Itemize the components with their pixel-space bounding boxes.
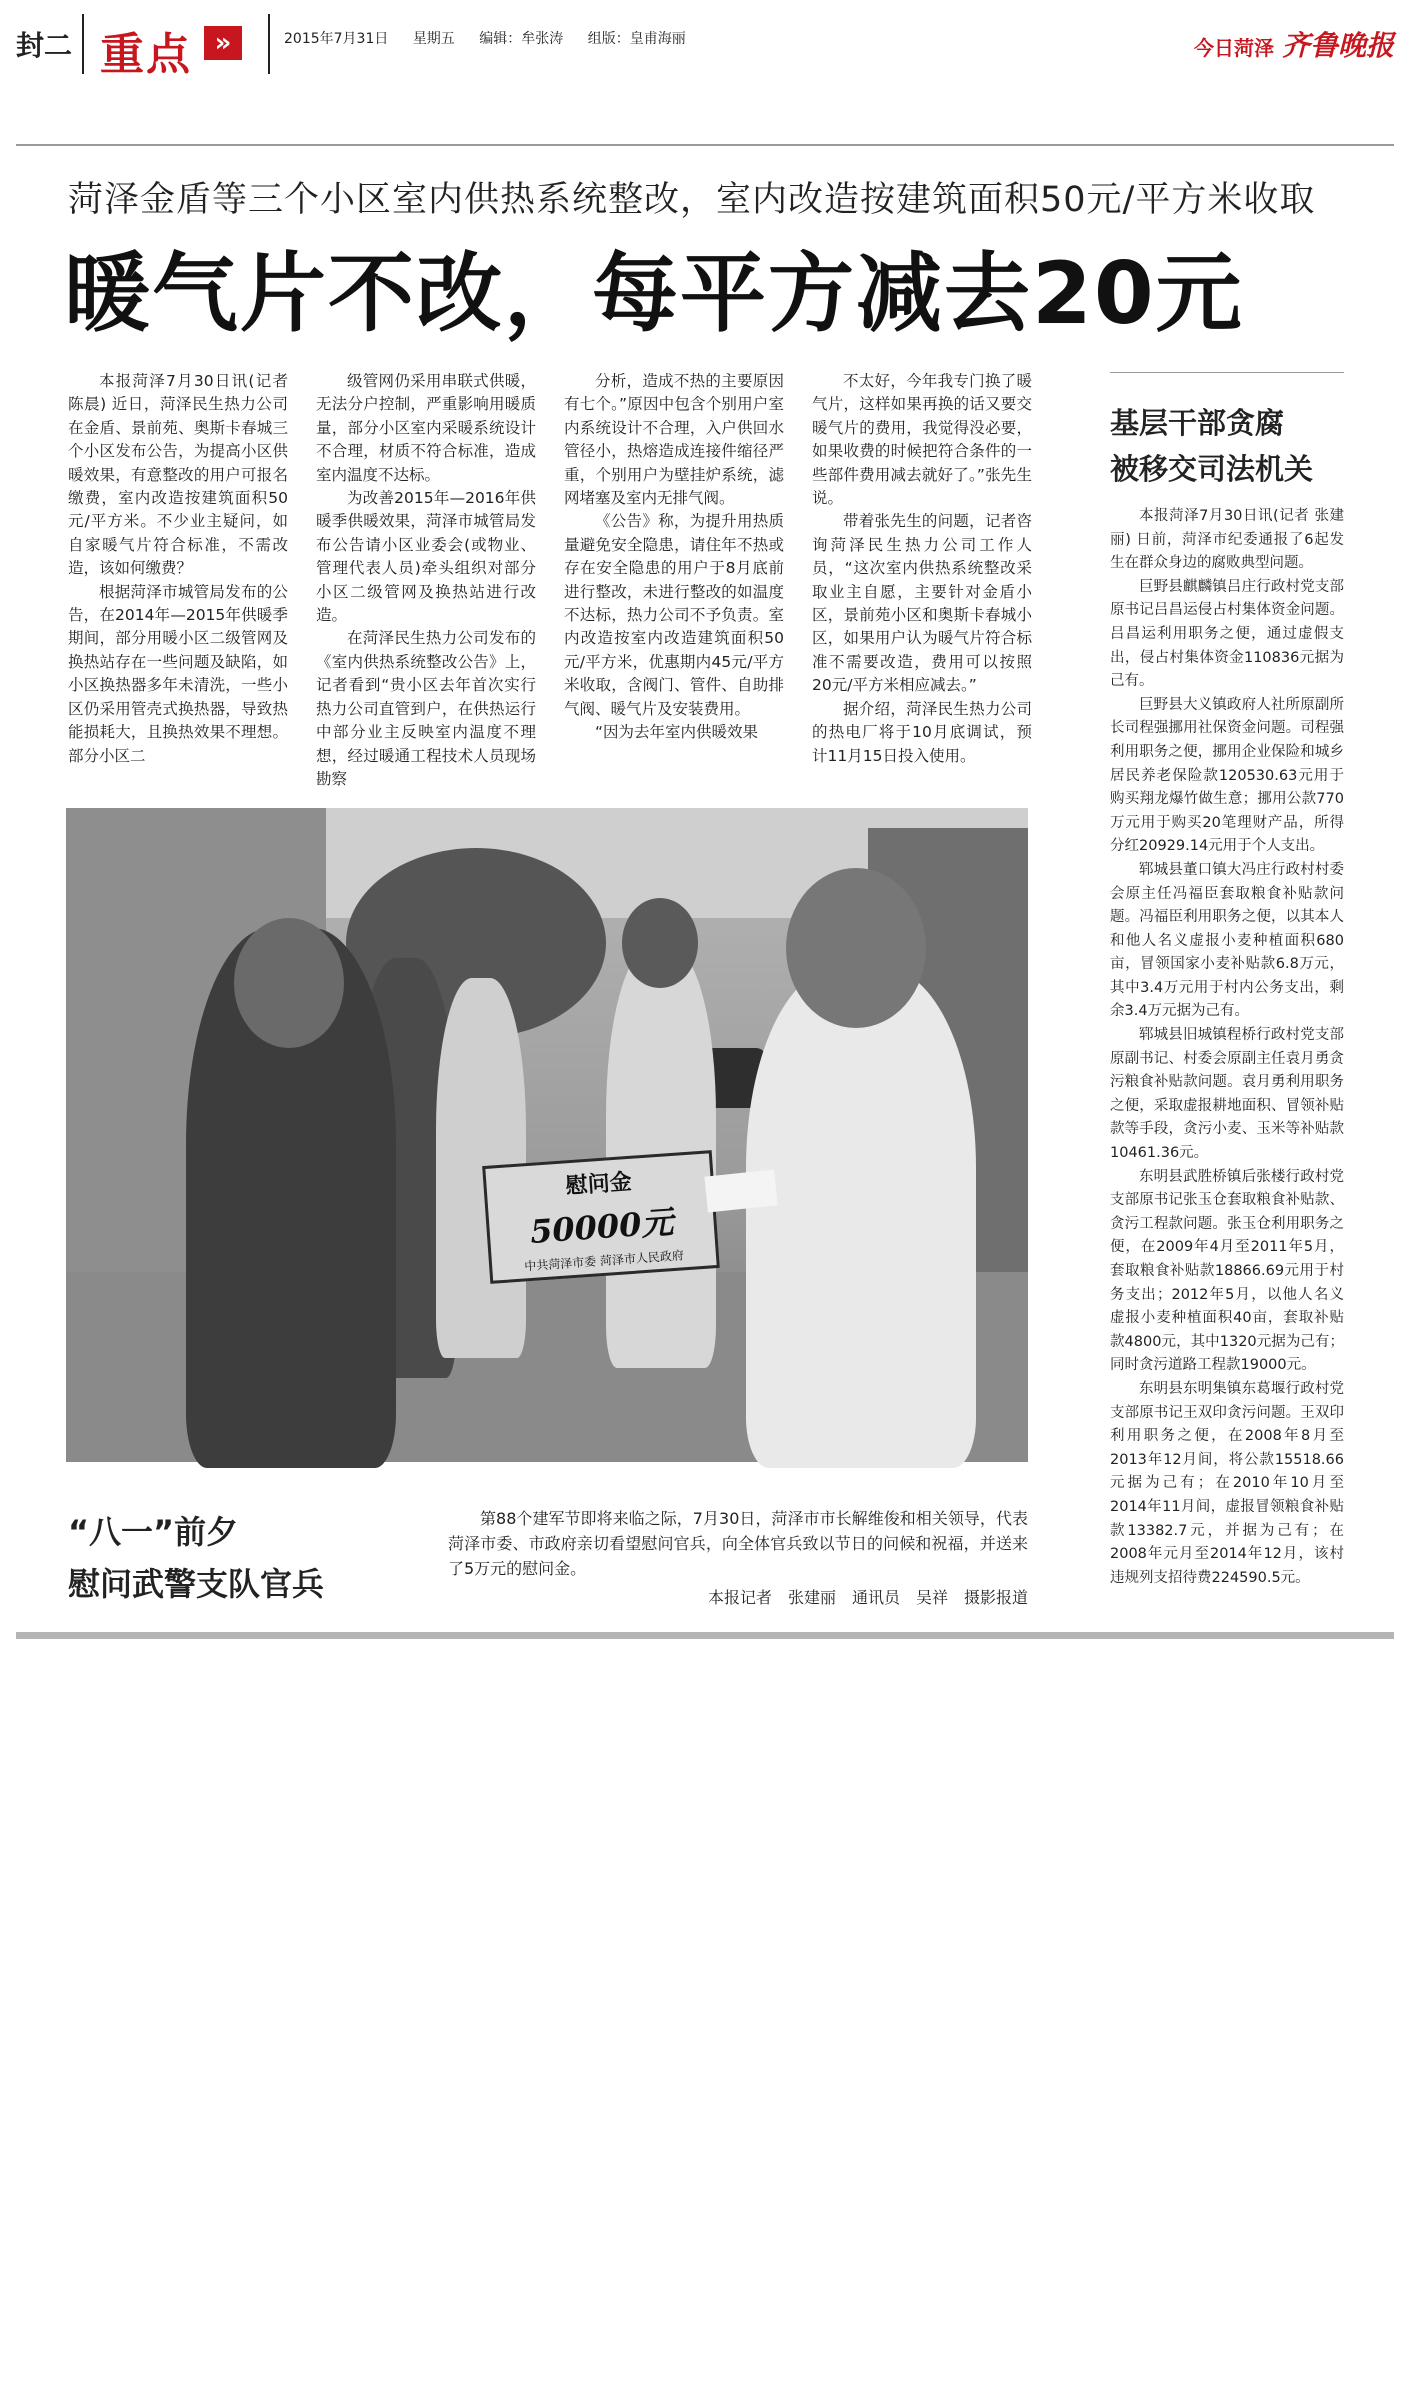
donation-board (482, 1150, 720, 1284)
donation-board-amount: 50000元 (528, 1203, 675, 1251)
photo-officer-front-head (234, 918, 344, 1048)
header-divider (268, 14, 270, 74)
article-column-2 (316, 370, 536, 788)
sidebar-paragraph: 本报菏泽7月30日讯(记者 张建丽) 日前，菏泽市纪委通报了6起发生在群众身边的腐败典型问题。 (1110, 508, 1344, 572)
photo-envelope (704, 1169, 777, 1212)
sidebar-paragraph: 郓城县旧城镇程桥行政村党支部原副书记、村委会原副主任袁月勇贪污粮食补贴款问题。袁月勇利用职务之便，采取虚报耕地面积、冒领补贴款等手段，贪污小麦、玉米等补贴款10461.36元。 (1110, 1027, 1344, 1162)
donation-board-title: 慰问金 (564, 1168, 633, 1200)
sidebar-headline-line: 基层干部贪腐 (1110, 406, 1285, 440)
sidebar-headline (1110, 400, 1360, 492)
article-column-3 (564, 370, 784, 750)
photo-credit: 本报记者 张建丽 通讯员 吴祥 摄影报道 (707, 1588, 1028, 1607)
caption-title-line: “八一”前夕 (68, 1513, 239, 1551)
header-rule (16, 144, 1394, 146)
section-title: 重点 (100, 29, 192, 80)
article-paragraph: 分析，造成不热的主要原因有七个。”原因中包含个别用户室内系统设计不合理，入户供回水管径小，热熔造成连接件缩径严重，个别用户为壁挂炉系统，滤网堵塞及室内无排气阀。 (564, 372, 784, 508)
photo-official-front-head (786, 868, 926, 1028)
page-label: 封二 (16, 29, 73, 62)
article-headline: 暖气片不改，每平方减去20元 (64, 244, 1244, 344)
header-divider (82, 14, 84, 74)
article-paragraph: “因为去年室内供暖效果 (595, 723, 759, 742)
article-column-4 (812, 370, 1032, 765)
donation-board-sub: 中共菏泽市委 菏泽市人民政府 (523, 1248, 685, 1274)
issue-editor: 编辑：牟张涛 (479, 31, 564, 47)
article-paragraph: 为改善2015年—2016年供暖季供暖效果，菏泽市城管局发布公告请小区业委会(或物业、管理代表人员)牵头组织对部分小区二级管网及换热站进行改造。 (316, 489, 536, 625)
footer-rule (16, 1632, 1394, 1639)
sidebar-paragraph: 巨野县麒麟镇吕庄行政村党支部原书记吕昌运侵占村集体资金问题。吕昌运利用职务之便，通过虚假支出，侵占村集体资金110836元据为己有。 (1110, 578, 1344, 690)
article-paragraph: 《公告》称，为提升用热质量避免安全隐患，请住年不热或存在安全隐患的用户于8月底前进行整改，未进行整改的如温度不达标，热力公司不予负责。室内改造按室内改造建筑面积50元/平方米，优惠期内45元/平方米收取，含阀门、管件、自助排气阀、暖气片及安装费用。 (564, 512, 784, 718)
caption-title-line: 慰问武警支队官兵 (68, 1565, 325, 1603)
sidebar-paragraph: 东明县东明集镇东葛堰行政村党支部原书记王双印贪污问题。王双印利用职务之便，在2008年8月至2013年12月间，将公款15518.66元据为己有；在2010年10月至2014年11月间，虚报冒领粮食补贴款13382.7元，并据为己有；在2008年元月至2014年12月，该村违规列支招待费224590.5元。 (1110, 1380, 1344, 1586)
article-paragraph: 带着张先生的问题，记者咨询菏泽民生热力公司工作人员，“这次室内供热系统整改采取业主自愿，主要针对金盾小区，景前苑小区和奥斯卡春城小区，如果用户认为暖气片符合标准不需要改造，费用可以按照20元/平方米相应减去。” (812, 512, 1032, 695)
photo-official-front (746, 968, 976, 1468)
article-column-1 (68, 370, 288, 765)
sidebar-rule (1110, 372, 1344, 373)
issue-weekday: 星期五 (412, 31, 455, 47)
article-paragraph: 本报菏泽7月30日讯(记者 陈晨) 近日，菏泽民生热力公司在金盾、景前苑、奥斯卡春城三个小区发布公告，为提高小区供暖效果，有意整改的用户可报名缴费，室内改造按建筑面积50元/平方米。不少业主疑问，如自家暖气片符合标准，不需改造，该如何缴费？ (68, 372, 288, 578)
article-kicker: 菏泽金盾等三个小区室内供热系统整改，室内改造按建筑面积50元/平方米收取 (68, 180, 1316, 220)
photo-caption-text: 第88个建军节即将来临之际，7月30日，菏泽市市长解维俊和相关领导，代表菏泽市委、市政府亲切看望慰问官兵，向全体官兵致以节日的问候和祝福，并送来了5万元的慰问金。 (448, 1509, 1028, 1578)
brand-prefix: 今日菏泽 (1193, 36, 1274, 60)
sidebar-headline-line: 被移交司法机关 (1110, 452, 1314, 486)
page-header (16, 8, 1394, 80)
chevron-right-icon: » (204, 26, 242, 60)
issue-meta (284, 28, 706, 48)
issue-date: 2015年7月31日 (284, 31, 389, 47)
brand-logo: 齐鲁晚报 (1281, 29, 1394, 62)
article-paragraph: 在菏泽民生热力公司发布的《室内供热系统整改公告》上，记者看到“贵小区去年首次实行热力公司直管到户，在供热运行中部分业主反映室内温度不理想，经过暖通工程技术人员现场勘察 (316, 629, 536, 788)
article-paragraph: 不太好，今年我专门换了暖气片，这样如果再换的话又要交暖气片的费用，我觉得没必要，如果收费的时候把符合条件的一些部件费用减去就好了。”张先生说。 (812, 372, 1032, 508)
sidebar-paragraph: 巨野县大义镇政府人社所原副所长司程强挪用社保资金问题。司程强利用职务之便，挪用企业保险和城乡居民养老保险款120530.63元用于购买翔龙爆竹做生意；挪用公款770万元用于购买20笔理财产品，所得分红20929.14元用于个人支出。 (1110, 696, 1344, 855)
sidebar-body (1110, 505, 1344, 1595)
news-photo (66, 808, 1028, 1462)
newspaper-brand (1194, 24, 1394, 64)
article-paragraph: 级管网仍采用串联式供暖，无法分户控制，严重影响用暖质量，部分小区室内采暖系统设计不合理，材质不符合标准，造成室内温度不达标。 (316, 372, 536, 484)
sidebar-paragraph: 东明县武胜桥镇后张楼行政村党支部原书记张玉仓套取粮食补贴款、贪污工程款问题。张玉仓利用职务之便，在2009年4月至2011年5月，套取粮食补贴款18866.69元用于村务支出；2012年5月，以他人名义虚报小麦种植面积40亩，套取补贴款4800元，其中1320元据为己有；同时贪污道路工程款19000元。 (1110, 1168, 1344, 1374)
photo-official-head (622, 898, 698, 988)
article-paragraph: 据介绍，菏泽民生热力公司的热电厂将于10月底调试，预计11月15日投入使用。 (812, 699, 1032, 765)
article-paragraph: 根据菏泽市城管局发布的公告，在2014年—2015年供暖季期间，部分用暖小区二级管网及换热站存在一些问题及缺陷，如小区换热器多年未清洗，一些小区仍采用管壳式换热器，导致热能损耗大，且换热效果不理想。部分小区二 (68, 582, 288, 765)
photo-caption-title (68, 1506, 324, 1610)
issue-layout: 组版：皇甫海丽 (587, 31, 686, 47)
sidebar-paragraph: 郓城县董口镇大冯庄行政村村委会原主任冯福臣套取粮食补贴款问题。冯福臣利用职务之便，以其本人和他人名义虚报小麦种植面积680亩，冒领国家小麦补贴款6.8万元，其中3.4万元用于村内公务支出，剩余3.4万元据为己有。 (1110, 861, 1344, 1020)
